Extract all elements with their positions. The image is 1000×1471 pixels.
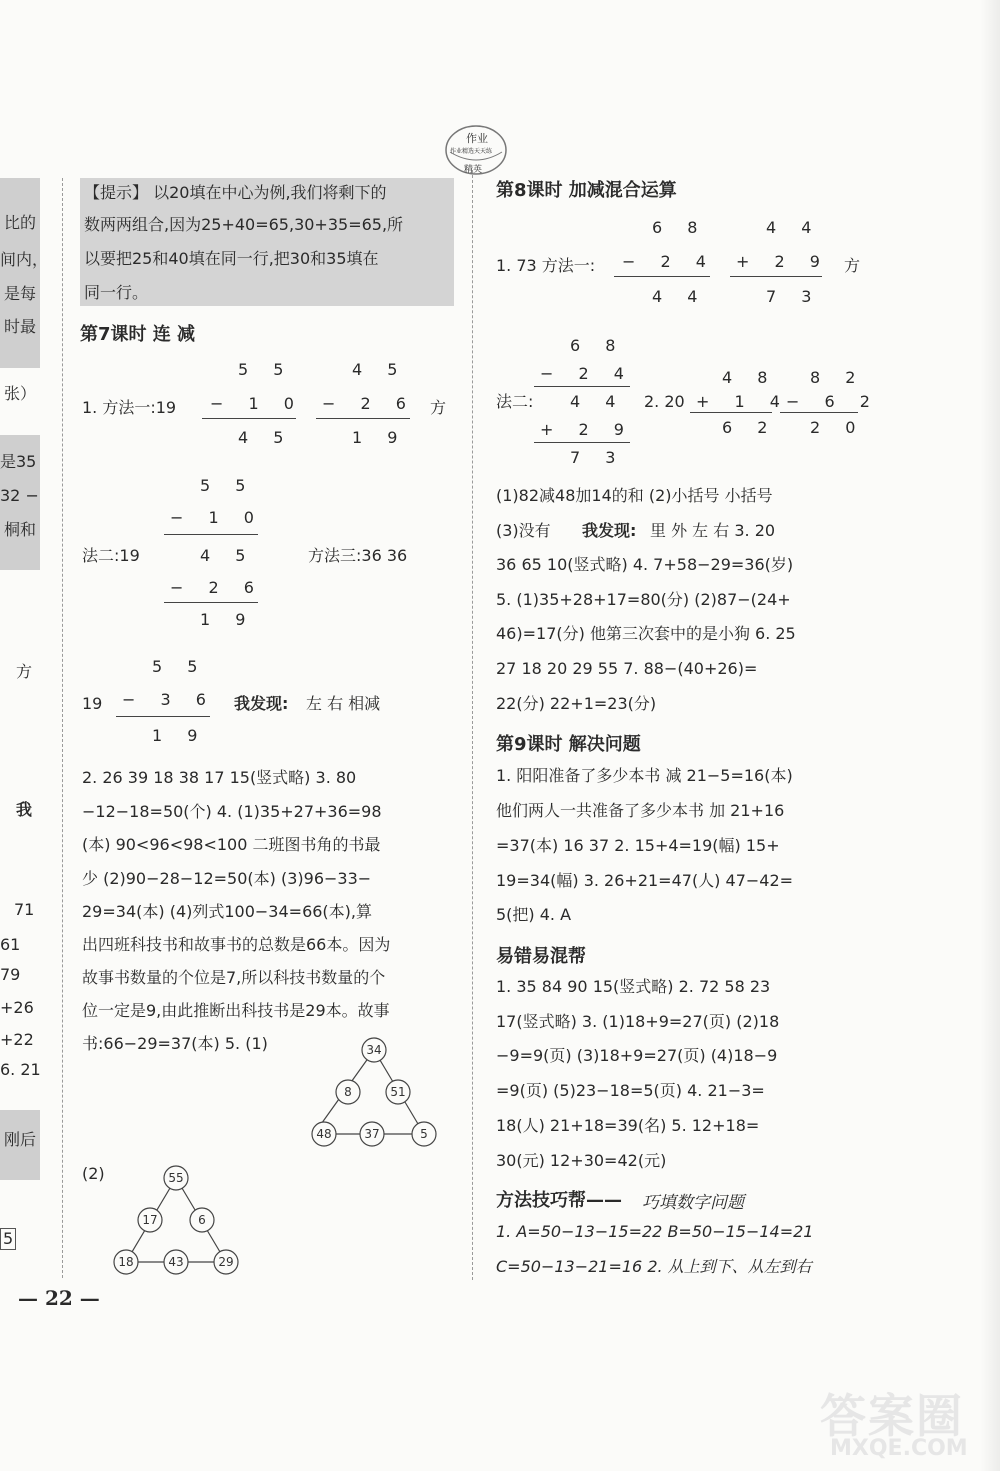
hint-line: 数两两组合,因为25+40=65,30+35=65,所	[84, 215, 404, 234]
margin-text: 是每	[4, 284, 37, 303]
answer-line: 1. A=50−13−15=22 B=50−15−14=21	[496, 1222, 814, 1241]
calc-row: 4 4	[652, 287, 708, 306]
answer-line: 5(把) 4. A	[496, 905, 572, 924]
divider-middle	[472, 170, 473, 1280]
calc-row: 4 8	[722, 368, 778, 387]
calc-row: 6 8	[570, 336, 626, 355]
margin-text: 张）	[4, 384, 37, 403]
calc-row: 7 3	[766, 287, 822, 306]
calc-row: − 2 6	[170, 578, 264, 597]
calc-line	[730, 276, 822, 277]
answer-line: 29=34(本) (4)列式100−34=66(本),算	[82, 902, 373, 921]
calc-row: 5 5	[238, 360, 294, 379]
answer-line: 5. (1)35+28+17=80(分) (2)87−(24+	[496, 590, 791, 609]
page-edge-shadow	[980, 0, 1000, 1471]
calc-row: 1 9	[200, 610, 256, 629]
triangle-diagram-1	[300, 1030, 450, 1150]
margin-text: 61	[0, 935, 21, 954]
tri-node: 17	[142, 1213, 158, 1227]
discover-text: 里 外 左 右 3. 20	[650, 521, 776, 540]
answer-line: (3)没有	[496, 521, 551, 540]
answer-line: =9(页) (5)23−18=5(页) 4. 21−3=	[496, 1081, 765, 1100]
margin-text: +26	[0, 998, 34, 1017]
answer-line: (1)82减48加14的和 (2)小括号 小括号	[496, 486, 773, 505]
calc-row: 5 5	[152, 657, 208, 676]
tri-node: 55	[168, 1171, 184, 1185]
answer-line: 17(竖式略) 3. (1)18+9=27(页) (2)18	[496, 1012, 780, 1031]
calc-row: 6 8	[652, 218, 708, 237]
calc-row: − 2 4	[540, 364, 634, 383]
calc-row: − 2 6	[322, 394, 416, 413]
tri-node: 48	[316, 1127, 332, 1141]
tri-node: 29	[218, 1255, 234, 1269]
answer-line: 少 (2)90−28−12=50(本) (3)96−33−	[82, 869, 372, 888]
answer-line: 1. 35 84 90 15(竖式略) 2. 72 58 23	[496, 977, 771, 996]
margin-text: 刚后	[4, 1130, 37, 1149]
calc-row: − 1 0	[210, 394, 304, 413]
tri-node: 37	[364, 1127, 380, 1141]
answer-line: −12−18=50(个) 4. (1)35+27+36=98	[82, 802, 382, 821]
calc-row: 4 4	[570, 392, 626, 411]
logo-bottom-text: 精英	[464, 165, 483, 175]
margin-text: 79	[0, 965, 21, 984]
answer-line: 故事书数量的个位是7,所以科技书数量的个	[82, 968, 386, 987]
tri-node: 51	[390, 1085, 406, 1099]
margin-text: 时最	[4, 317, 37, 336]
hint-line: 同一行。	[84, 283, 149, 302]
calc-line	[690, 412, 772, 413]
tri-node: 5	[420, 1127, 428, 1141]
calc-row: + 2 9	[540, 420, 634, 439]
tips-title: 方法技巧帮——	[496, 1190, 622, 1211]
margin-text: +22	[0, 1030, 34, 1049]
lesson9-title: 第9课时 解决问题	[496, 734, 641, 755]
answer-line: 1. 阳阳准备了多少本书 减 21−5=16(本)	[496, 766, 793, 785]
calc-row: 1 9	[352, 428, 408, 447]
lesson7-title: 第7课时 连 减	[80, 324, 196, 345]
answer-line: 30(元) 12+30=42(元)	[496, 1151, 667, 1170]
answer-line: C=50−13−21=16 2. 从上到下、从左到右	[496, 1257, 812, 1276]
calc-line	[534, 442, 630, 443]
calc-row: 6 2	[722, 418, 778, 437]
calc-row: − 3 6	[122, 690, 216, 709]
mistakes-title: 易错易混帮	[496, 946, 586, 967]
method3: 方法三:36 36	[308, 546, 408, 565]
answer-line: 46)=17(分) 他第三次套中的是小狗 6. 25	[496, 624, 796, 643]
margin-text: 桐和	[4, 520, 37, 539]
calc-row: 4 5	[352, 360, 408, 379]
answer-line: (本) 90<96<98<100 二班图书角的书最	[82, 835, 381, 854]
tips-subtitle: 巧填数字问题	[642, 1193, 744, 1213]
q1-method1-label: 1. 73 方法一:	[496, 256, 596, 275]
calc-line	[780, 412, 858, 413]
answer-line: 位一定是9,由此推断出科技书是29本。故事	[82, 1001, 390, 1020]
calc-row: 2 0	[810, 418, 866, 437]
tri-node: 18	[118, 1255, 134, 1269]
v4-label: 19	[82, 694, 103, 713]
calc-line	[116, 716, 210, 717]
calc-line	[202, 418, 296, 419]
discover-text: 左 右 相减	[306, 694, 381, 713]
discover-label: 我发现:	[234, 694, 289, 713]
q1-tail: 方	[430, 398, 447, 417]
answer-line: 出四班科技书和故事书的总数是66本。因为	[82, 935, 391, 954]
margin-text: 32 −	[0, 486, 39, 505]
calc-row: − 2 4	[622, 252, 716, 271]
watermark-logo: 答案圈	[820, 1389, 964, 1443]
calc-row: − 1 0	[170, 508, 264, 527]
part2-label: (2)	[82, 1164, 105, 1183]
triangle-diagram-2	[100, 1160, 250, 1280]
calc-row: 4 5	[200, 546, 256, 565]
page-number: — 22 —	[18, 1286, 100, 1310]
logo-middle-text: 作业精选天天练	[450, 148, 493, 155]
margin-text: 71	[14, 900, 35, 919]
calc-row: 1 9	[152, 726, 208, 745]
watermark-url: MXQE.COM	[830, 1436, 968, 1461]
calc-row: + 1 4	[696, 392, 790, 411]
tri-node: 8	[344, 1085, 352, 1099]
answer-line: 36 65 10(竖式略) 4. 7+58−29=36(岁)	[496, 555, 794, 574]
hint-line: 以要把25和40填在同一行,把30和35填在	[84, 249, 379, 268]
q2-label: 2. 20	[644, 392, 685, 411]
answer-line: 2. 26 39 18 38 17 15(竖式略) 3. 80	[82, 768, 357, 787]
answer-line: −9=9(页) (3)18+9=27(页) (4)18−9	[496, 1046, 778, 1065]
answer-line: 18(人) 21+18=39(名) 5. 12+18=	[496, 1116, 760, 1135]
calc-row: − 6 2	[786, 392, 880, 411]
method2-label: 法二:19	[82, 546, 140, 565]
tri-node: 34	[366, 1043, 382, 1057]
answer-line: =37(本) 16 37 2. 15+4=19(幅) 15+	[496, 836, 780, 855]
logo	[444, 122, 508, 182]
margin-text: 是35	[0, 452, 37, 471]
calc-row: 7 3	[570, 448, 626, 467]
method2-label: 法二:	[496, 392, 534, 411]
answer-line: 书:66−29=37(本) 5. (1)	[82, 1034, 268, 1053]
calc-row: 8 2	[810, 368, 866, 387]
answer-line: 27 18 20 29 55 7. 88−(40+26)=	[496, 659, 758, 678]
calc-line	[164, 534, 258, 535]
calc-row: 4 4	[766, 218, 822, 237]
answer-line: 22(分) 22+1=23(分)	[496, 694, 657, 713]
calc-line	[316, 418, 410, 419]
lesson8-title: 第8课时 加减混合运算	[496, 180, 677, 201]
calc-line	[614, 276, 710, 277]
q1-method1-label: 1. 方法一:19	[82, 398, 177, 417]
margin-text: 5	[0, 1228, 16, 1250]
tri-node: 43	[168, 1255, 184, 1269]
answer-line: 19=34(幅) 3. 26+21=47(人) 47−42=	[496, 871, 794, 890]
discover-label: 我发现:	[582, 521, 637, 540]
calc-line	[164, 602, 258, 603]
hint-line: 【提示】 以20填在中心为例,我们将剩下的	[84, 183, 387, 202]
tri-node: 6	[198, 1213, 206, 1227]
calc-row: + 2 9	[736, 252, 830, 271]
calc-row: 4 5	[238, 428, 294, 447]
logo-top-text: 作业	[466, 132, 488, 145]
divider-left	[62, 178, 63, 1278]
calc-row: 5 5	[200, 476, 256, 495]
margin-grey-block-1	[0, 178, 40, 368]
q1-tail: 方	[844, 256, 861, 275]
margin-text: 间内，	[0, 250, 49, 269]
calc-line	[534, 386, 630, 387]
answer-line: 他们两人一共准备了多少本书 加 21+16	[496, 801, 785, 820]
margin-text: 我	[16, 800, 33, 819]
margin-text: 比的	[4, 213, 37, 232]
margin-text: 方	[16, 662, 33, 681]
margin-text: 6. 21	[0, 1060, 41, 1079]
